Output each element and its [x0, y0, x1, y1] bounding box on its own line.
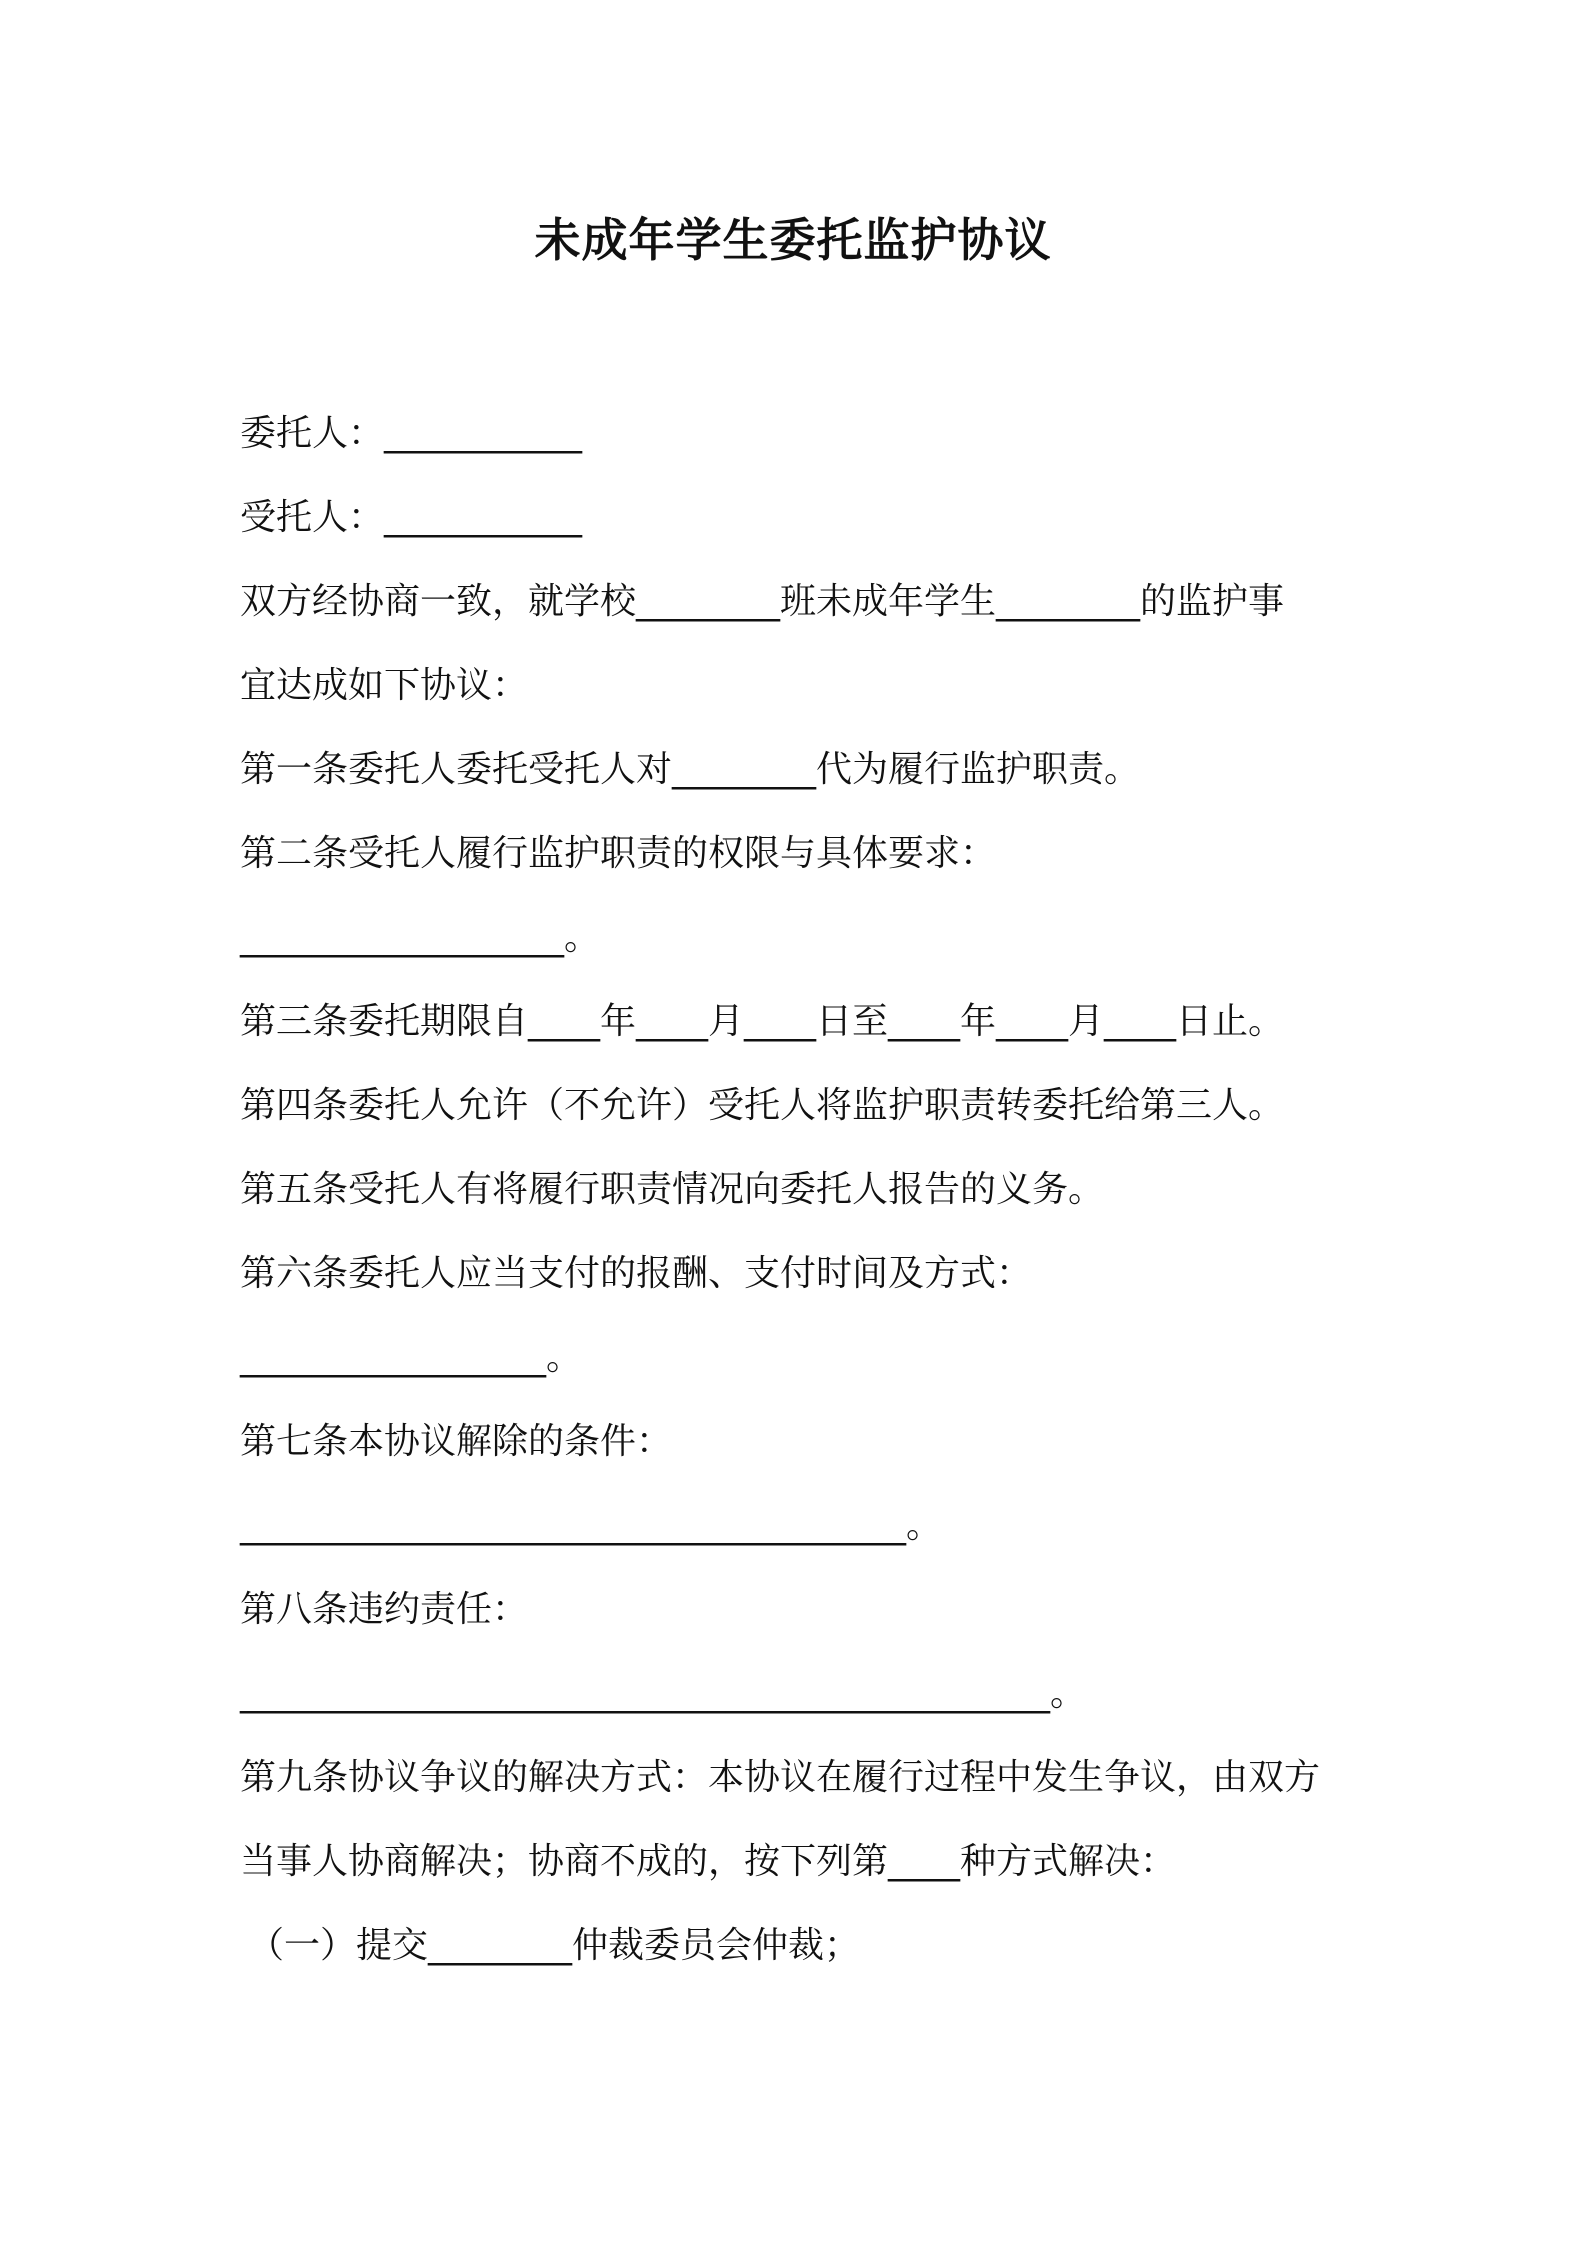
principal-line: 委托人：___________: [240, 413, 583, 454]
article-9-line-1: 第九条协议争议的解决方式：本协议在履行过程中发生争议，由双方: [240, 1757, 1321, 1798]
article-4: 第四条委托人允许（不允许）受托人将监护职责转委托给第三人。: [240, 1085, 1285, 1126]
article-7-blank: _____________________________________。: [240, 1505, 942, 1546]
article-3: 第三条委托期限自____年____月____日至____年____月____日止。: [240, 1001, 1285, 1042]
article-9-option-1: （一）提交________仲裁委员会仲裁；: [248, 1925, 861, 1966]
document-title: 未成年学生委托监护协议: [534, 213, 1052, 267]
article-2-blank: __________________。: [240, 917, 600, 958]
agent-line: 受托人：___________: [240, 497, 583, 538]
article-9-line-2: 当事人协商解决；协商不成的，按下列第____种方式解决：: [240, 1841, 1177, 1882]
article-6-blank: _________________。: [240, 1337, 582, 1378]
intro-line-2: 宜达成如下协议：: [240, 665, 529, 706]
article-7: 第七条本协议解除的条件：: [240, 1421, 673, 1462]
intro-line-1: 双方经协商一致，就学校________班未成年学生________的监护事: [240, 581, 1285, 622]
article-1: 第一条委托人委托受托人对________代为履行监护职责。: [240, 749, 1141, 790]
article-5: 第五条受托人有将履行职责情况向委托人报告的义务。: [240, 1169, 1105, 1210]
article-8: 第八条违约责任：: [240, 1589, 529, 1630]
article-8-blank: _____________________________________________。: [240, 1673, 1086, 1714]
article-6: 第六条委托人应当支付的报酬、支付时间及方式：: [240, 1253, 1033, 1294]
article-2: 第二条受托人履行监护职责的权限与具体要求：: [240, 833, 997, 874]
